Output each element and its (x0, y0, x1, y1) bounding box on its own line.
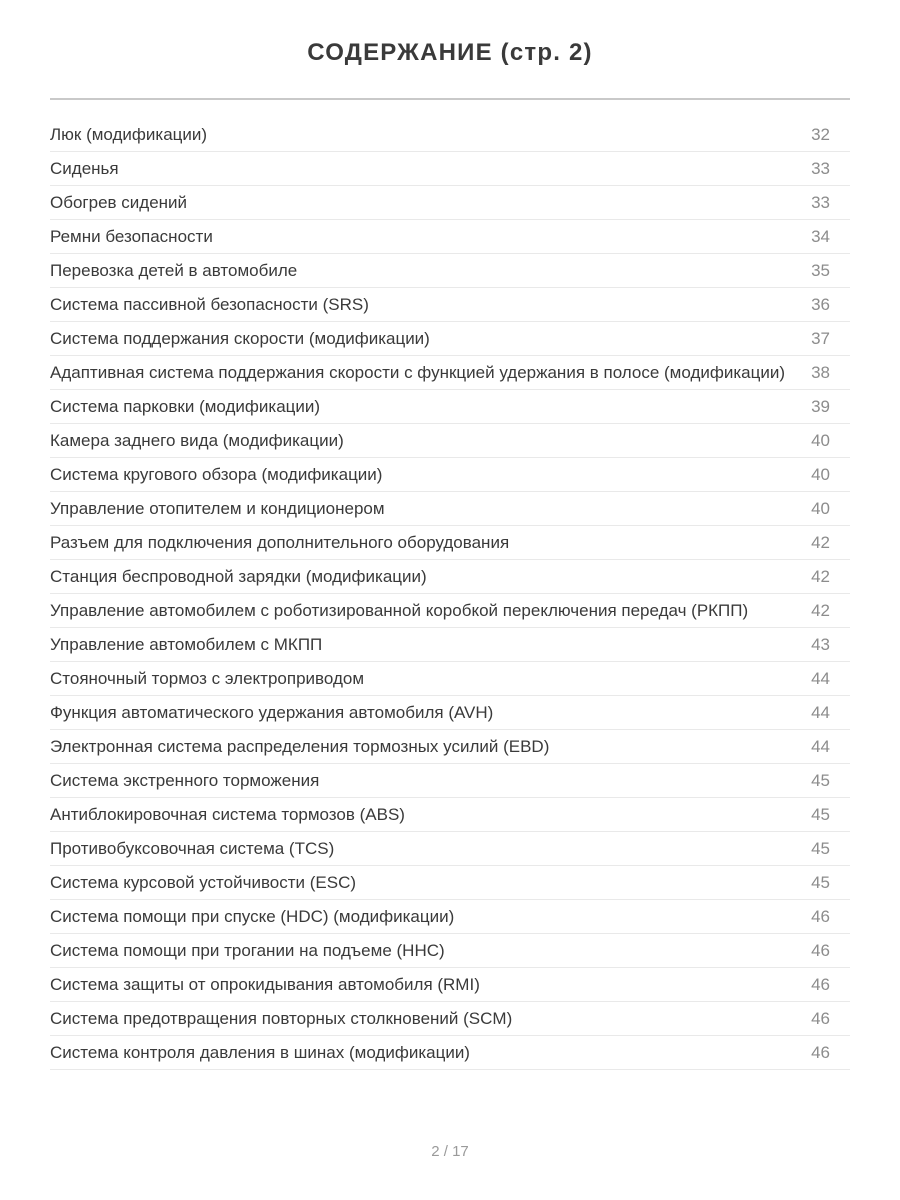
toc-entry-page: 34 (811, 227, 830, 246)
toc-entry-label: Система экстренного торможения (50, 771, 320, 790)
toc-entry (50, 832, 850, 866)
toc-entry-page: 46 (811, 907, 830, 926)
toc-entry-label: Адаптивная система поддержания скорости с функцией удержания в полосе (модификации) (50, 363, 786, 382)
toc-entry-label: Управление автомобилем с роботизированной коробкой переключения передач (РКПП) (50, 601, 749, 620)
toc-entry-label: Ремни безопасности (50, 227, 213, 246)
toc-entry-page: 45 (811, 839, 830, 858)
toc-entry-page: 42 (811, 533, 830, 552)
toc-entry (50, 1002, 850, 1036)
toc-entry-label: Система парковки (модификации) (50, 397, 321, 416)
toc-entry-page: 40 (811, 499, 830, 518)
toc-entry (50, 458, 850, 492)
toc-entry-label: Система предотвращения повторных столкновений (SCM) (50, 1009, 513, 1028)
toc-entry-label: Функция автоматического удержания автомобиля (AVH) (50, 703, 494, 722)
toc-entry-label: Сиденья (50, 159, 119, 178)
toc-entry-label: Управление автомобилем с МКПП (50, 635, 323, 654)
toc-entry-page: 32 (811, 125, 830, 144)
toc-entry (50, 730, 850, 764)
toc-entry-label: Система кругового обзора (модификации) (50, 465, 383, 484)
toc-entry-label: Антиблокировочная система тормозов (ABS) (50, 805, 405, 824)
toc-entry-label: Система контроля давления в шинах (модификации) (50, 1043, 470, 1062)
page-indicator: 2 / 17 (431, 1143, 469, 1160)
toc-entry (50, 356, 850, 390)
toc-entry-label: Перевозка детей в автомобиле (50, 261, 298, 280)
toc-entry-label: Станция беспроводной зарядки (модификации) (50, 567, 427, 586)
toc-entry-label: Система помощи при спуске (HDC) (модификации) (50, 907, 455, 926)
toc-entry-page: 35 (811, 261, 830, 280)
toc-entry-page: 45 (811, 873, 830, 892)
toc-entry-label: Электронная система распределения тормозных усилий (EBD) (50, 737, 550, 756)
toc-entry-page: 44 (811, 737, 830, 756)
toc-entry-label: Камера заднего вида (модификации) (50, 431, 344, 450)
toc-entry-page: 45 (811, 805, 830, 824)
toc-entry-label: Стояночный тормоз с электроприводом (50, 669, 365, 688)
toc-entry (50, 594, 850, 628)
toc-entry-label: Система пассивной безопасности (SRS) (50, 295, 369, 314)
toc-entry (50, 152, 850, 186)
toc-entry (50, 934, 850, 968)
toc-entry-label: Обогрев сидений (50, 193, 188, 212)
toc-entry (50, 1036, 850, 1070)
toc-entry (50, 254, 850, 288)
toc-entry-label: Люк (модификации) (50, 125, 208, 144)
toc-entry (50, 526, 850, 560)
toc-entry-page: 46 (811, 975, 830, 994)
toc-entry-label: Система поддержания скорости (модификации) (50, 329, 430, 348)
toc-entry-page: 33 (811, 193, 830, 212)
toc-entry-label: Система курсовой устойчивости (ESC) (50, 873, 357, 892)
toc-entry-label: Управление отопителем и кондиционером (50, 499, 385, 518)
title-divider (50, 98, 850, 100)
page-title: СОДЕРЖАНИЕ (стр. 2) (307, 39, 593, 66)
toc-entry (50, 322, 850, 356)
toc-entry-label: Система защиты от опрокидывания автомобиля (RMI) (50, 975, 480, 994)
toc-entry (50, 118, 850, 152)
toc-entry-page: 46 (811, 1009, 830, 1028)
toc-entry (50, 424, 850, 458)
toc-entry-page: 37 (811, 329, 830, 348)
toc-entry (50, 798, 850, 832)
toc-entry (50, 560, 850, 594)
toc-entry-page: 44 (811, 669, 830, 688)
toc-entry-label: Противобуксовочная система (TCS) (50, 839, 335, 858)
toc-entry-page: 44 (811, 703, 830, 722)
toc-entry (50, 866, 850, 900)
toc-entry (50, 662, 850, 696)
toc-entry-page: 45 (811, 771, 830, 790)
toc-entry (50, 628, 850, 662)
toc-entry (50, 390, 850, 424)
toc-entry (50, 186, 850, 220)
toc-entry-page: 38 (811, 363, 830, 382)
toc-entry (50, 900, 850, 934)
toc-entry (50, 696, 850, 730)
toc-entry-page: 42 (811, 567, 830, 586)
toc-entry-page: 33 (811, 159, 830, 178)
toc-entry (50, 968, 850, 1002)
toc-entry-page: 42 (811, 601, 830, 620)
toc-entry-page: 36 (811, 295, 830, 314)
toc-entry (50, 492, 850, 526)
toc-entry (50, 764, 850, 798)
toc-entry (50, 288, 850, 322)
toc-entry-page: 40 (811, 465, 830, 484)
toc-entry-page: 46 (811, 1043, 830, 1062)
toc-entry-page: 40 (811, 431, 830, 450)
toc-entry-page: 43 (811, 635, 830, 654)
toc-entry-page: 39 (811, 397, 830, 416)
toc-entry-label: Разъем для подключения дополнительного оборудования (50, 533, 510, 552)
toc-list (50, 118, 850, 1070)
toc-entry-label: Система помощи при трогании на подъеме (HHC) (50, 941, 445, 960)
toc-entry (50, 220, 850, 254)
toc-entry-page: 46 (811, 941, 830, 960)
